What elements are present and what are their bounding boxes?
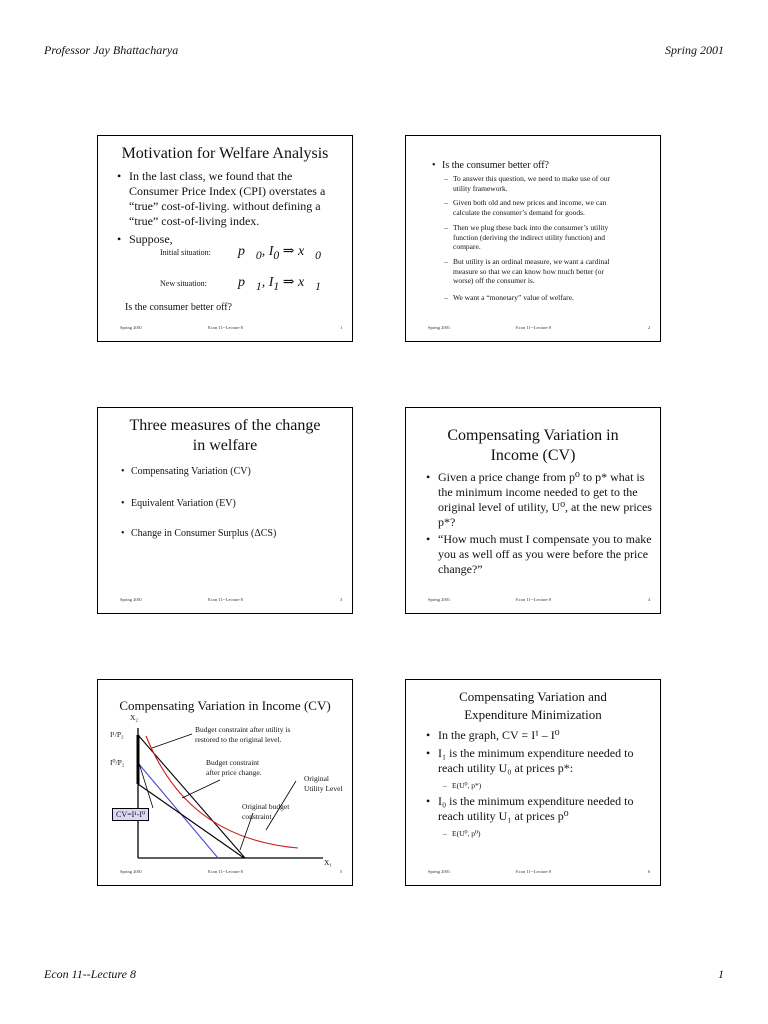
slide-number: 6 bbox=[648, 869, 651, 874]
page-footer-course: Econ 11--Lecture 8 bbox=[44, 967, 136, 981]
list-item: • Equivalent Variation (EV) bbox=[121, 498, 236, 509]
bullet-item: • I₀ is the minimum expenditure needed to reach utility U₁ at prices p⁰ bbox=[426, 794, 634, 823]
slide-number: 3 bbox=[340, 597, 343, 602]
slide-footer-date: Spring 2001 bbox=[428, 325, 451, 330]
price-change-budget-label: Budget constraint after price change. bbox=[206, 758, 262, 777]
x1-axis-label: X₁ bbox=[324, 858, 333, 867]
slide-footer-course: Econ 11--Lecture 8 bbox=[516, 597, 551, 602]
annotation-arrow bbox=[152, 734, 192, 748]
slide-footer-course: Econ 11--Lecture 8 bbox=[208, 869, 243, 874]
slide-5 bbox=[97, 679, 353, 886]
initial-situation-label: Initial situation: bbox=[160, 248, 211, 257]
price-change-budget-line bbox=[138, 763, 218, 858]
slide-footer-date: Spring 2001 bbox=[428, 869, 451, 874]
slide-number: 4 bbox=[648, 597, 651, 602]
page-header-term: Spring 2001 bbox=[664, 43, 724, 57]
slide-footer-date: Spring 2001 bbox=[428, 597, 451, 602]
bullet-item: • In the last class, we found that the Consumer Price Index (CPI) overstates a “true” cost-of-living. without defining a “true” cost-of-living index. bbox=[117, 169, 326, 228]
x2-axis-label: X₂ bbox=[130, 713, 139, 722]
bullet-item: • Is the consumer better off? bbox=[432, 160, 549, 171]
slide-title: Compensating Variation in Income (CV) bbox=[119, 698, 331, 713]
slide-6 bbox=[405, 679, 661, 886]
slide-footer-course: Econ 11--Lecture 8 bbox=[208, 597, 243, 602]
cv-box-label: CV=I¹-I⁰ bbox=[112, 808, 149, 821]
slide-number: 1 bbox=[340, 325, 343, 330]
slide-footer-course: Econ 11--Lecture 8 bbox=[208, 325, 243, 330]
sub-bullet: – Then we plug these back into the consumer’s utility function (deriving the indirect utility function) and compare. bbox=[444, 223, 609, 251]
slide-footer-date: Spring 2001 bbox=[120, 597, 143, 602]
slide-number: 2 bbox=[648, 325, 651, 330]
bullet-item: • Given a price change from p⁰ to p* what is the minimum income needed to get to the original level of utility, U⁰, at the new prices p*? bbox=[426, 470, 652, 529]
i0-p2-label: I⁰/P₂ bbox=[110, 758, 125, 767]
slide-number: 5 bbox=[340, 869, 343, 874]
annotation-arrow bbox=[138, 760, 153, 808]
slide-title: Compensating Variation and Expenditure Minimization bbox=[459, 689, 607, 722]
bullet-item: • I₁ is the minimum expenditure needed to reach utility U₀ at prices p*: bbox=[426, 746, 634, 775]
page-header-author: Professor Jay Bhattacharya bbox=[44, 43, 179, 57]
slide-title: Compensating Variation in Income (CV) bbox=[447, 427, 619, 464]
slide-title: Motivation for Welfare Analysis bbox=[121, 145, 329, 162]
sub-bullet: – But utility is an ordinal measure, we want a cardinal measure so that we can know how much better (or worse) off the consumer is. bbox=[444, 257, 610, 285]
i1-p2-label: I¹/P₂ bbox=[110, 730, 124, 739]
original-budget-label: Original budget constraint. bbox=[242, 802, 290, 821]
annotation-arrow bbox=[182, 780, 220, 798]
page-number: 1 bbox=[718, 967, 724, 981]
slide-3 bbox=[97, 407, 353, 614]
list-item: • Change in Consumer Surplus (ΔCS) bbox=[121, 528, 277, 539]
slide-1 bbox=[97, 135, 353, 342]
slide-footer-date: Spring 2001 bbox=[120, 869, 143, 874]
slide-footer-course: Econ 11--Lecture 8 bbox=[516, 869, 551, 874]
slide-4 bbox=[405, 407, 661, 614]
slide-2 bbox=[405, 135, 661, 342]
slide-footer-date: Spring 2001 bbox=[120, 325, 143, 330]
list-item: • Compensating Variation (CV) bbox=[121, 466, 251, 477]
question-text: Is the consumer better off? bbox=[125, 302, 232, 313]
new-situation-label: New situation: bbox=[160, 279, 207, 288]
sub-bullet: – To answer this question, we need to make use of our utility framework. bbox=[444, 174, 611, 193]
utility-level-label: Original Utility Level bbox=[304, 774, 343, 793]
new-situation-formula: $p⃗_1$, $I_1$ ⇒ $x⃗_1$ bbox=[238, 275, 321, 293]
slide-footer-course: Econ 11--Lecture 8 bbox=[516, 325, 551, 330]
sub-bullet: – E(U⁰, p⁰) bbox=[443, 829, 481, 838]
sub-bullet: – Given both old and new prices and income, we can calculate the consumer’s demand for goods. bbox=[444, 198, 607, 217]
bullet-item: • “How much must I compensate you to make you as well off as you were before the price change?” bbox=[426, 532, 652, 576]
restored-budget-label: Budget constraint after utility is restored to the original level. bbox=[195, 725, 291, 744]
sub-bullet: – E(U⁰, p*) bbox=[443, 781, 482, 790]
bullet-item: • In the graph, CV = I¹ – I⁰ bbox=[426, 728, 560, 742]
initial-situation-formula: $p⃗_0$, $I_0$ ⇒ $x⃗_0$ bbox=[238, 244, 321, 262]
sub-bullet: – We want a “monetary” value of welfare. bbox=[444, 293, 574, 302]
slide-title: Three measures of the change in welfare bbox=[129, 417, 321, 454]
bullet-item: • Suppose, bbox=[117, 232, 173, 246]
